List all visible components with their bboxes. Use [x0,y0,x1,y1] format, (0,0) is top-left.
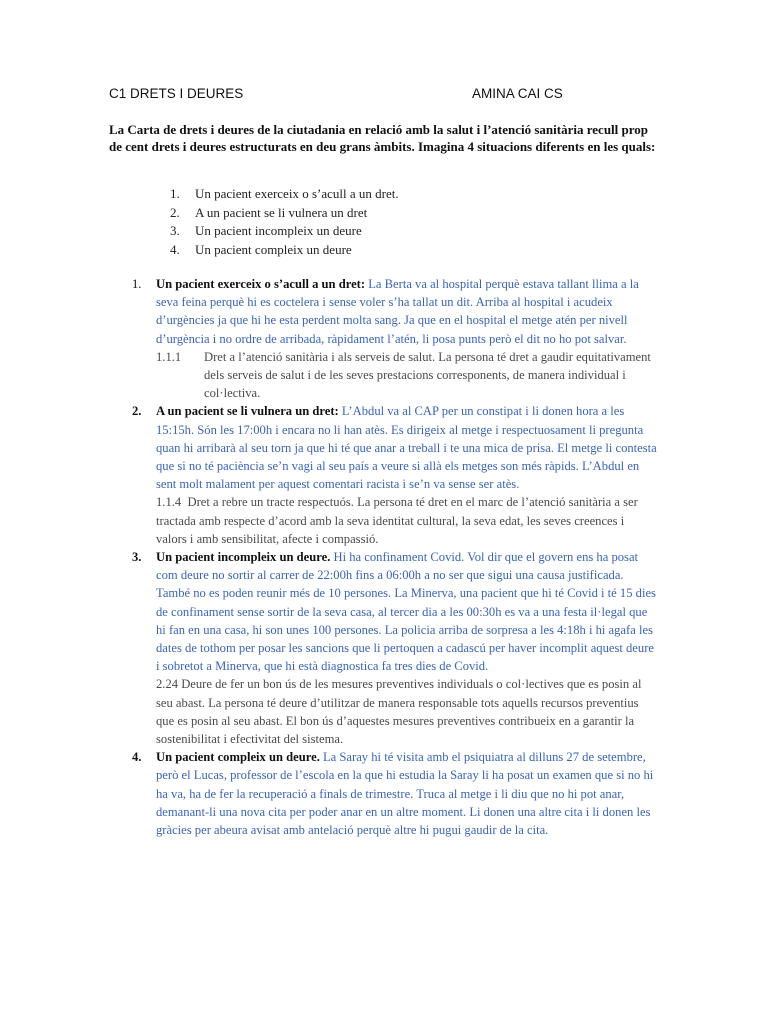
case-paragraph [156,402,658,493]
case-text: Hi ha confinament Covid. Vol dir que el govern ens ha posat com deure no sortir al carrer de 22:00h fins a 06:00h a no ser que sigui una causa justificada. També no es poden reunir més de 10 persones. La Minerva, una pacient que hi té Covid i té 15 dies de confinament sense sortir de la seva casa, al tercer dia a les 00:30h es va a una festa il·legal que hi fan en una casa, hi son unes 100 persones. La policia arriba de sorpresa a les 4:18h i hi agafa les dates de tothom per posar les sancions que li pertoquen a cadascú per haver incomplit aquest deure i sobretot a Minerva, que hi està diagnostica fa tres dies de Covid. [156,550,656,674]
right-text: Dret a rebre un tracte respectuós. La persona té dret en el marc de l’atenció sanitària a ser tractada amb respecte d’acord amb la seva identitat cultural, la seva edat, les seves creences i valors i amb sensibilitat, afecte i compassió. [156,495,638,546]
case-paragraph [156,548,658,675]
list-item [170,241,630,260]
case-number: 2. [132,404,142,419]
list-item-text: Un pacient incompleix un deure [195,223,362,238]
case-number: 3. [132,550,142,565]
right-code: 1.1.1 [156,349,182,364]
case-number: 4. [132,750,142,765]
list-item-text: Un pacient exerceix o s’acull a un dret. [195,186,399,201]
list-item-number: 4. [170,241,180,257]
intro-paragraph: La Carta de drets i deures de la ciutadania en relació amb la salut i l’atenció sanitària recull prop de cent drets i deures estructurats en deu grans àmbits. Imagina 4 situacions diferents en les quals: [109,122,656,154]
case-paragraph [156,748,658,839]
list-item-number: 3. [170,223,180,238]
cases-section [132,275,658,839]
list-item-number: 2. [170,204,180,220]
list-item-text: A un pacient se li vulnera un dret [195,204,368,220]
list-item-number: 1. [170,186,180,201]
duty-text: Deure de fer un bon ús de les mesures preventives individuals o col·lectives que es posin al seu abast. La persona té deure d’utilitzar de manera responsable tots aquells recursos preventius que es posin al seu abast. El bon ús d’aquestes mesures preventives contribueix en a garantir la sostenibilitat i efectivitat del sistema. [156,677,642,747]
right-reference [156,493,658,548]
case-4 [132,748,658,839]
case-paragraph [156,275,658,348]
case-text: L’Abdul va al CAP per un constipat i li donen hora a les 15:15h. Són les 17:00h i encara no li han atès. Es dirigeix al metge i respectuosament li pregunta quan hi arribarà al seu torn ja que hi té que anar a treball i te una mica de prisa. El metge li contesta que si no té paciència se’n vagi al seu país a veure si allà els metges son més ràpids. L’Abdul en sent molt malament per aquest comentari racista i se’n va sense ser atès. [156,404,657,492]
case-text: La Saray hi té visita amb el psiquiatra al dilluns 27 de setembre, però el Lucas, professor de l’escola en la que hi estudia la Saray li ha posat un examen que si no hi ha va, ha de fer la recuperació a finals de trimestre. Truca al metge i li diu que no hi pot anar, demanant-li una nova cita per poder anar en un altre moment. Li donen una altre cita i li donen les gràcies per abeura avisat amb antelació perquè altre hi pugui gaudir de la cita. [156,750,654,838]
list-item-text: Un pacient compleix un deure [195,241,352,257]
case-number: 1. [132,277,142,291]
case-title: A un pacient se li vulnera un dret: [156,404,339,419]
case-3 [132,548,658,748]
right-text: Dret a l’atenció sanitària i als serveis de salut. La persona té dret a gaudir equitativament dels serveis de salut i de les seves prestacions corresponents, de manera individual i col·lectiva. [204,349,651,401]
case-title: Un pacient compleix un deure. [156,750,320,765]
student-name: AMINA CAI CS [472,86,563,101]
case-text: La Berta va al hospital perquè estava tallant llima a la seva feina perquè hi es coctelera i sense voler s’ha tallat un dit. Arriba al hospital i acudeix d’urgències ja que hi he esta perdent molta sang. Ja que en el hospital el metge atén per nivell d’urgència i no ordre de arribada, ràpidament l’atén, li posa punts però el dit no ho pot salvar. [156,277,639,346]
list-item [170,204,630,223]
case-2 [132,402,658,548]
right-reference [156,348,658,403]
situations-list [170,185,630,259]
list-item [170,185,630,204]
document-title: C1 DRETS I DEURES [109,86,244,101]
duty-code: 2.24 [156,677,179,692]
case-title: Un pacient incompleix un deure. [156,550,331,565]
case-1 [132,275,658,402]
document-header [109,86,629,106]
list-item [170,222,630,241]
duty-reference [156,675,658,748]
case-title: Un pacient exerceix o s’acull a un dret: [156,277,366,291]
right-code: 1.1.4 [156,495,182,510]
